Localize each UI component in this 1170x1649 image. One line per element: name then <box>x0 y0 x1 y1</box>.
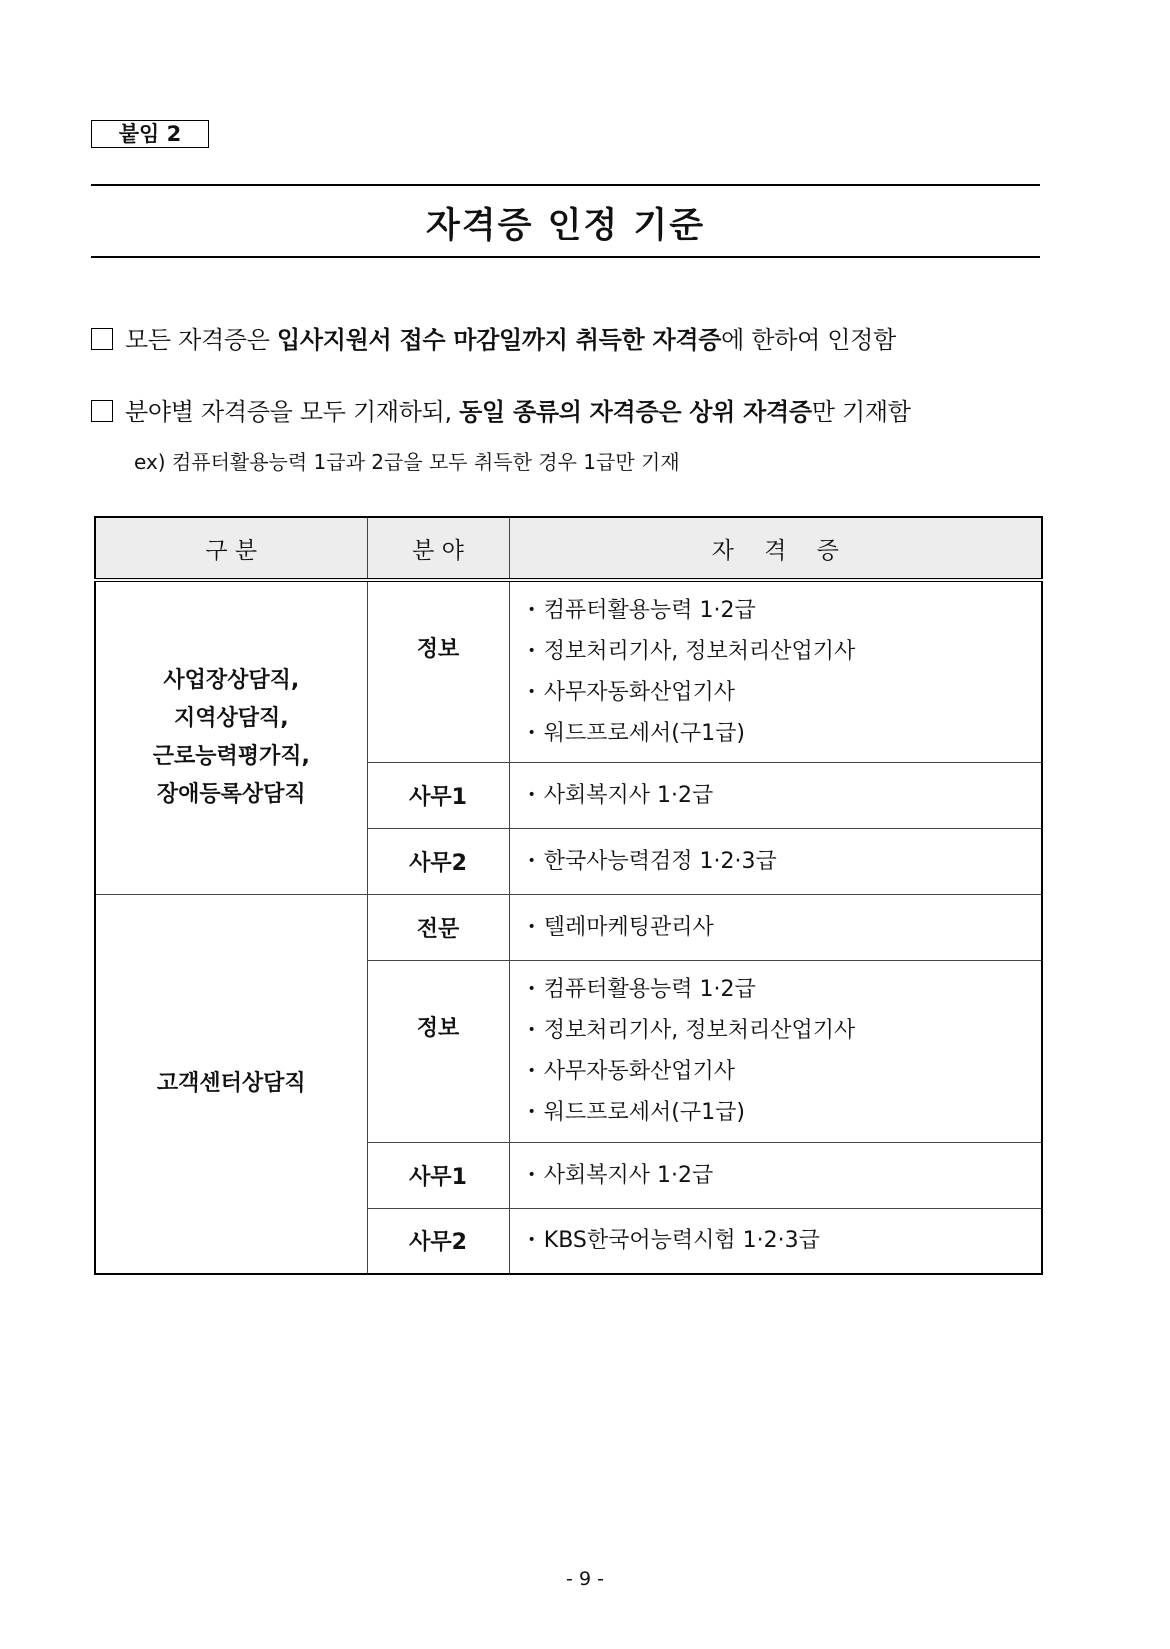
example-note: ex) 컴퓨터활용능력 1급과 2급을 모두 취득한 경우 1급만 기재 <box>134 450 680 474</box>
page-title: 자격증 인정 기준 <box>425 206 706 246</box>
certificate-item: • 사회복지사 1·2급 <box>528 1155 1042 1196</box>
category-cell: 사업장상담직, 지역상담직, 근로능력평가직, 장애등록상담직 <box>95 580 367 894</box>
bullet-text: 모든 자격증은 <box>125 326 277 354</box>
certificate-cell <box>509 1142 1042 1208</box>
certificate-item: • 사무자동화산업기사 <box>528 1051 1042 1092</box>
table-row <box>95 894 1042 960</box>
page-number: - 9 - <box>566 1568 604 1590</box>
bullet-1 <box>91 320 896 355</box>
certificate-item: • 컴퓨터활용능력 1·2급 <box>528 590 1042 631</box>
table-row <box>95 580 1042 762</box>
field-cell: 사무1 <box>367 762 509 828</box>
certificate-table <box>94 516 1043 1275</box>
certificate-item: • KBS한국어능력시험 1·2·3급 <box>528 1220 1042 1261</box>
certificate-cell <box>509 580 1042 762</box>
certificate-item: • 정보처리기사, 정보처리산업기사 <box>528 1010 1042 1051</box>
checkbox-square-icon <box>91 328 113 350</box>
title-bottom-rule <box>91 256 1040 258</box>
bullet-bold-text: 동일 종류의 자격증은 상위 자격증 <box>459 398 812 426</box>
field-cell: 정보 <box>367 960 509 1142</box>
title-top-rule <box>91 184 1040 186</box>
bullet-text: 에 한하여 인정함 <box>721 326 896 354</box>
field-cell: 전문 <box>367 894 509 960</box>
certificate-item: • 텔레마케팅관리사 <box>528 907 1042 948</box>
bullet-text: 분야별 자격증을 모두 기재하되, <box>125 398 460 426</box>
field-cell: 사무2 <box>367 828 509 894</box>
certificate-item: • 사무자동화산업기사 <box>528 672 1042 713</box>
attachment-label: 붙임 2 <box>91 120 209 148</box>
certificate-cell <box>509 894 1042 960</box>
certificate-item: • 정보처리기사, 정보처리산업기사 <box>528 631 1042 672</box>
field-cell: 사무1 <box>367 1142 509 1208</box>
bullet-text: 만 기재함 <box>811 398 911 426</box>
field-cell: 정보 <box>367 580 509 762</box>
certificate-item: • 워드프로세서(구1급) <box>528 713 1042 754</box>
certificate-cell <box>509 960 1042 1142</box>
header-category: 구 분 <box>95 517 367 580</box>
certificate-item: • 컴퓨터활용능력 1·2급 <box>528 969 1042 1010</box>
category-cell: 고객센터상담직 <box>95 894 367 1274</box>
certificate-item: • 워드프로세서(구1급) <box>528 1092 1042 1133</box>
checkbox-square-icon <box>91 400 113 422</box>
certificate-cell <box>509 828 1042 894</box>
field-cell: 사무2 <box>367 1208 509 1274</box>
certificate-item: • 한국사능력검정 1·2·3급 <box>528 841 1042 882</box>
bullet-bold-text: 입사지원서 접수 마감일까지 취득한 자격증 <box>276 326 722 354</box>
header-certificate: 자 격 증 <box>509 517 1042 580</box>
header-field: 분 야 <box>367 517 509 580</box>
certificate-item: • 사회복지사 1·2급 <box>528 775 1042 816</box>
certificate-cell <box>509 762 1042 828</box>
bullet-2 <box>91 392 911 427</box>
certificate-cell <box>509 1208 1042 1274</box>
